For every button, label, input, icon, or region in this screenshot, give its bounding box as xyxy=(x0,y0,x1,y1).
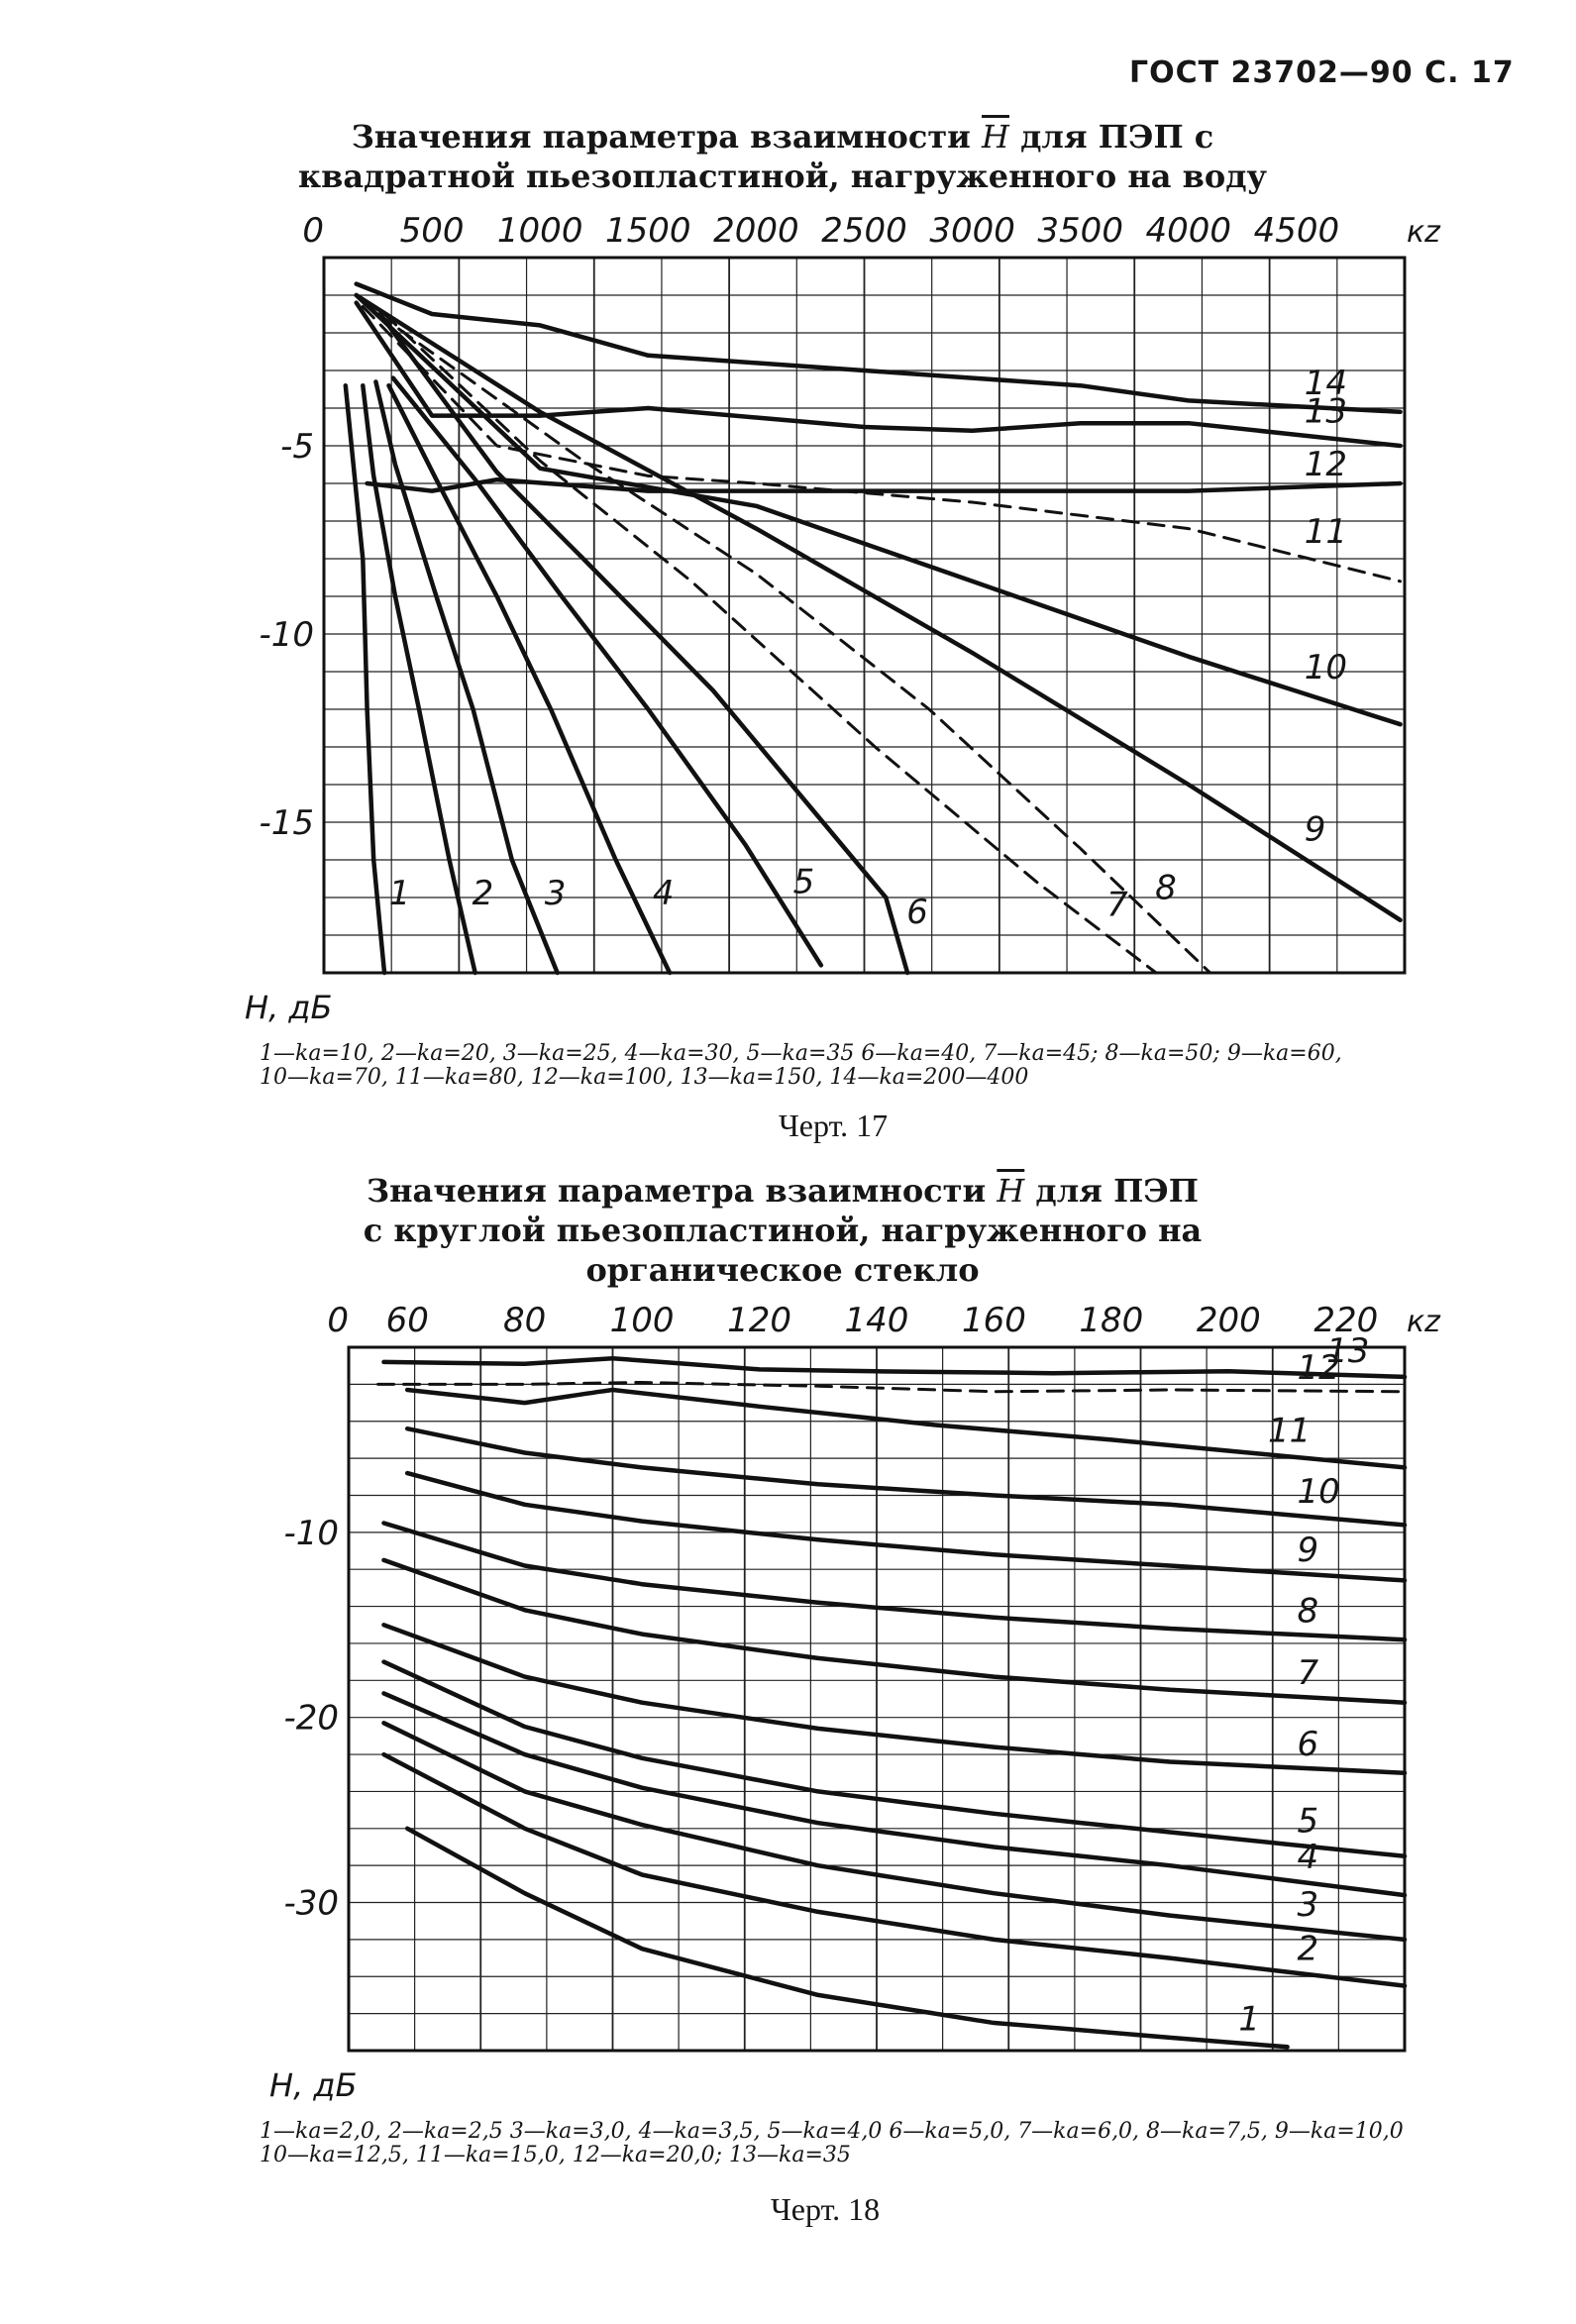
figure17-legend-1: 1—ka=10, xyxy=(260,1041,374,1066)
figure17-series-label-12: 12 xyxy=(1304,444,1347,484)
figure18-caption: Черт. 18 xyxy=(771,2191,881,2227)
figure17-series-label-10: 10 xyxy=(1304,648,1347,687)
figure17-legend-12: 12—ka=100, xyxy=(530,1065,674,1090)
figure17-series-label-4: 4 xyxy=(652,874,675,913)
figure17-xtick-label: 2000 xyxy=(713,211,799,251)
figure18-title xyxy=(297,1171,1268,1290)
figure18-series-label-4: 4 xyxy=(1297,1838,1319,1878)
figure17-series-1 xyxy=(346,385,384,973)
figure18-series-label-10: 10 xyxy=(1297,1472,1340,1513)
figure18-series-label-11: 11 xyxy=(1267,1411,1312,1451)
figure18-legend xyxy=(260,2120,1418,2167)
figure17-grid xyxy=(324,258,1405,973)
figure18-y-unit: H, дБ xyxy=(269,2066,358,2104)
figure18-legend-1: 1—ka=2,0, xyxy=(260,2119,381,2144)
figure17-series xyxy=(346,284,1401,973)
figure18-series xyxy=(378,1358,1405,2047)
figure18-title-pre: Значения параметра взаимности xyxy=(367,1172,998,1210)
figure17-legend-4: 4—ka=30, xyxy=(624,1041,740,1066)
figure17-xtick-label: 4500 xyxy=(1253,211,1340,251)
figure18-series-label-9: 9 xyxy=(1297,1530,1319,1570)
figure18-ytick-label: -20 xyxy=(283,1698,339,1739)
figure17-title-pre: Значения параметра взаимности xyxy=(351,118,983,156)
figure18-legend-8: 8—ka=7,5, xyxy=(1146,2119,1268,2144)
figure18-xtick-label: 120 xyxy=(727,1301,792,1340)
figure18-xtick-label: 220 xyxy=(1313,1301,1379,1340)
figure17-x-unit: кz xyxy=(1407,215,1440,250)
figure17-series-label-11: 11 xyxy=(1304,512,1347,553)
figure17-legend-14: 14—ka=200—400 xyxy=(829,1065,1029,1090)
figure17-series-label-2: 2 xyxy=(472,874,494,913)
figure18-series-label-1: 1 xyxy=(1238,1999,1260,2040)
figure18-series-6 xyxy=(384,1625,1406,1772)
figure18-xtick-label: 160 xyxy=(961,1301,1026,1340)
figure18-series-2 xyxy=(384,1754,1406,1986)
figure18-legend-4: 4—ka=3,5, xyxy=(638,2119,761,2144)
figure17-legend-9: 9—ka=60, xyxy=(1226,1041,1342,1066)
figure18-legend-12: 12—ka=20,0; xyxy=(572,2143,722,2167)
figure17-legend-13: 13—ka=150, xyxy=(680,1065,823,1090)
figure17-xtick-label: 0 xyxy=(302,211,324,251)
figure18-series-label-5: 5 xyxy=(1297,1801,1319,1842)
figure18-series-label-13: 13 xyxy=(1326,1331,1370,1372)
figure18-xtick-label: 180 xyxy=(1079,1301,1144,1340)
figure18-xtick-label: 80 xyxy=(503,1301,547,1340)
figure17-y-unit: H, дБ xyxy=(245,989,333,1026)
figure17-legend-8: 8—ka=50; xyxy=(1104,1041,1220,1066)
figure17-series-label-7: 7 xyxy=(1106,885,1128,925)
figure17-title xyxy=(297,117,1268,196)
figure17-series-7 xyxy=(384,314,1156,973)
figure18-xtick-label: 100 xyxy=(609,1301,675,1340)
figure17-xtick-label: 3500 xyxy=(1037,211,1123,251)
figure18-legend-6: 6—ka=5,0, xyxy=(889,2119,1011,2144)
figure18-title-line2: с круглой пьезопластиной, нагруженного на xyxy=(363,1212,1203,1249)
figure18-title-line3: органическое стекло xyxy=(585,1251,980,1289)
figure18-legend-7: 7—ka=6,0, xyxy=(1017,2119,1140,2144)
figure17-series-label-13: 13 xyxy=(1304,391,1347,432)
figure18-series-label-3: 3 xyxy=(1297,1884,1319,1925)
figure18-title-line1 xyxy=(297,1171,1268,1211)
figure18-legend-11: 11—ka=15,0, xyxy=(415,2143,566,2167)
figure17-xtick-label: 3000 xyxy=(929,211,1015,251)
figure18-series-8 xyxy=(384,1524,1406,1640)
figure18-legend-13: 13—ka=35 xyxy=(729,2143,851,2167)
figure18-title-post: для ПЭП xyxy=(1024,1172,1199,1210)
figure18-legend-10: 10—ka=12,5, xyxy=(260,2143,409,2167)
figure17-chart xyxy=(0,208,1576,1026)
figure18-series-label-2: 2 xyxy=(1297,1929,1319,1969)
figure17-series-10 xyxy=(357,295,1401,724)
figure17-series-label-3: 3 xyxy=(544,874,567,913)
figure17-title-line2: квадратной пьезопластиной, нагруженного на воду xyxy=(297,158,1268,195)
figure18-series-label-7: 7 xyxy=(1297,1653,1319,1694)
figure17-series-label-8: 8 xyxy=(1155,868,1177,908)
figure17-title-post: для ПЭП с xyxy=(1008,118,1214,156)
figure18-xtick-label: 140 xyxy=(844,1301,909,1340)
figure17-legend-3: 3—ka=25, xyxy=(502,1041,618,1066)
figure17-series-label-14: 14 xyxy=(1304,364,1347,404)
figure18-chart xyxy=(0,1288,1576,2110)
figure17-series-9 xyxy=(357,295,1401,920)
figure17-xtick-label: 4000 xyxy=(1145,211,1232,251)
figure17-series-label-5: 5 xyxy=(792,862,815,902)
figure18-ytick-label: -30 xyxy=(283,1883,339,1924)
figure18-legend-9: 9—ka=10,0 xyxy=(1274,2119,1404,2144)
page-header: ГОСТ 23702—90 С. 17 xyxy=(1129,55,1515,90)
figure18-series-label-12: 12 xyxy=(1297,1347,1340,1388)
figure17-series-label-1: 1 xyxy=(388,874,411,913)
figure18-legend-2: 2—ka=2,5 xyxy=(387,2119,503,2144)
figure17-legend-11: 11—ka=80, xyxy=(394,1065,524,1090)
figure17-ytick-label: -5 xyxy=(280,427,314,467)
figure18-legend-5: 5—ka=4,0 xyxy=(767,2119,883,2144)
figure17-xtick-label: 500 xyxy=(399,211,465,251)
figure17-legend-6: 6—ka=40, xyxy=(861,1041,977,1066)
figure17-legend-5: 5—ka=35 xyxy=(746,1041,855,1066)
figure18-legend-3: 3—ka=3,0, xyxy=(509,2119,632,2144)
figure17-legend xyxy=(260,1042,1418,1090)
figure17-title-line1 xyxy=(297,117,1268,157)
figure17-caption: Черт. 17 xyxy=(779,1108,889,1143)
figure17-xtick-label: 1000 xyxy=(496,211,583,251)
figure18-x-unit: кz xyxy=(1407,1305,1440,1339)
figure17-legend-10: 10—ka=70, xyxy=(260,1065,388,1090)
figure17-ytick-label: -15 xyxy=(259,803,314,843)
figure18-xtick-label: 0 xyxy=(327,1301,349,1340)
figure18-title-symbol: $\overline{H}$ xyxy=(997,1172,1025,1210)
figure17-legend-2: 2—ka=20, xyxy=(380,1041,496,1066)
figure18-series-label-8: 8 xyxy=(1297,1591,1319,1632)
figure18-series-13 xyxy=(384,1358,1406,1377)
figure18-xtick-label: 200 xyxy=(1196,1301,1261,1340)
figure17-ytick-label: -10 xyxy=(259,615,314,655)
figure17-series-label-9: 9 xyxy=(1304,809,1326,850)
figure17-xtick-label: 2500 xyxy=(821,211,907,251)
figure17-series-12 xyxy=(368,479,1401,490)
figure17-title-symbol: $\overline{H}$ xyxy=(982,118,1009,156)
figure18-xtick-label: 60 xyxy=(385,1301,429,1340)
figure17-legend-7: 7—ka=45; xyxy=(983,1041,1099,1066)
figure17-xtick-label: 1500 xyxy=(605,211,691,251)
figure17-series-label-6: 6 xyxy=(906,893,928,932)
figure18-ytick-label: -10 xyxy=(283,1513,339,1553)
figure18-series-label-6: 6 xyxy=(1297,1725,1319,1765)
